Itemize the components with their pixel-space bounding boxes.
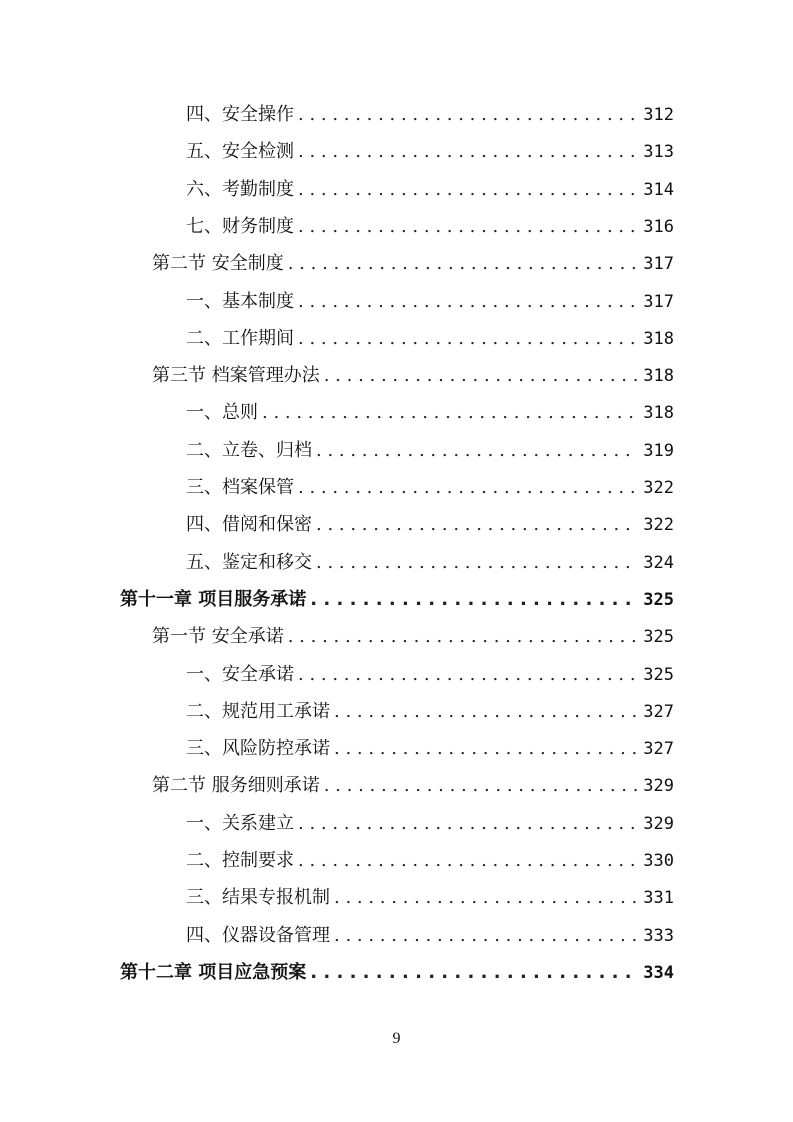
- toc-entry-title: 三、结果专报机制: [186, 887, 330, 909]
- toc-entry-item[interactable]: [186, 510, 674, 540]
- toc-entry-title: 第十一章 项目服务承诺: [120, 588, 307, 610]
- toc-dot-leader: [298, 100, 637, 130]
- toc-dot-leader: [298, 660, 637, 690]
- toc-dot-leader: [298, 137, 637, 167]
- toc-entry-item[interactable]: [186, 324, 674, 354]
- toc-entry-section[interactable]: [152, 361, 674, 391]
- toc-entry-page: 314: [643, 179, 674, 200]
- toc-entry-page: 322: [643, 478, 674, 498]
- toc-entry-page: 313: [643, 142, 674, 163]
- toc-entry-page: 330: [643, 851, 674, 871]
- toc-entry-title: 四、仪器设备管理: [186, 924, 330, 946]
- toc-entry-page: 333: [643, 925, 674, 946]
- toc-dot-leader: [316, 510, 637, 540]
- toc-entry-page: 327: [643, 739, 674, 760]
- toc-entry-title: 第一节 安全承诺: [152, 626, 284, 648]
- toc-entry-title: 一、安全承诺: [186, 663, 294, 685]
- toc-entry-item[interactable]: [186, 398, 674, 428]
- toc-entry-title: 三、风险防控承诺: [186, 738, 330, 760]
- toc-entry-item[interactable]: [186, 921, 674, 951]
- toc-entry-title: 一、关系建立: [186, 812, 294, 834]
- toc-entry-page: 316: [643, 216, 674, 237]
- toc-dot-leader: [262, 398, 637, 428]
- toc-entry-page: 312: [643, 105, 674, 125]
- toc-entry-title: 七、财务制度: [186, 215, 294, 237]
- toc-entry-title: 五、安全检测: [186, 141, 294, 163]
- toc-entry-title: 五、鉴定和移交: [186, 551, 312, 573]
- toc-entry-page: 334: [643, 962, 674, 983]
- toc-entry-item[interactable]: [186, 436, 674, 466]
- toc-entry-page: 317: [643, 254, 674, 275]
- toc-entry-title: 四、安全操作: [186, 104, 294, 125]
- toc-entry-section[interactable]: [152, 771, 674, 801]
- toc-entry-title: 二、立卷、归档: [186, 439, 312, 461]
- toc-entry-page: 331: [643, 888, 674, 909]
- toc-entry-title: 三、档案保管: [186, 477, 294, 498]
- toc-entry-page: 325: [643, 589, 674, 610]
- toc-entry-section[interactable]: [152, 249, 674, 279]
- toc-dot-leader: [316, 436, 637, 466]
- toc-dot-leader: [316, 548, 637, 578]
- toc-entry-item[interactable]: [186, 100, 674, 130]
- toc-entry-item[interactable]: [186, 212, 674, 242]
- toc-entry-item[interactable]: [186, 883, 674, 913]
- toc-entry-item[interactable]: [186, 697, 674, 727]
- toc-entry-page: 325: [643, 664, 674, 685]
- toc-entry-page: 318: [643, 328, 674, 349]
- toc-entry-page: 327: [643, 701, 674, 722]
- toc-dot-leader: [310, 585, 637, 615]
- toc-entry-title: 二、控制要求: [186, 850, 294, 871]
- toc-entry-title: 第三节 档案管理办法: [152, 365, 320, 387]
- toc-entry-title: 一、基本制度: [186, 290, 294, 312]
- toc-entry-title: 一、总则: [186, 402, 258, 424]
- toc-dot-leader: [288, 622, 638, 652]
- toc-dot-leader: [310, 958, 637, 988]
- toc-entry-page: 322: [643, 515, 674, 536]
- toc-entry-item[interactable]: [186, 809, 674, 839]
- toc-entry-item[interactable]: [186, 660, 674, 690]
- toc-entry-chapter[interactable]: [120, 585, 674, 615]
- toc-entry-chapter[interactable]: [120, 958, 674, 988]
- toc-entry-title: 四、借阅和保密: [186, 514, 312, 536]
- toc-dot-leader: [334, 883, 637, 913]
- toc-entry-page: 329: [643, 776, 674, 797]
- toc-dot-leader: [334, 734, 637, 764]
- toc-entry-page: 319: [643, 440, 674, 461]
- toc-dot-leader: [298, 809, 637, 839]
- toc-dot-leader: [298, 175, 637, 205]
- toc-dot-leader: [334, 921, 637, 951]
- toc-entry-item[interactable]: [186, 734, 674, 764]
- toc-entry-item[interactable]: [186, 846, 674, 876]
- toc-entry-title: 六、考勤制度: [186, 178, 294, 200]
- toc-entry-page: 317: [643, 291, 674, 312]
- toc-entry-title: 第二节 安全制度: [152, 253, 284, 275]
- toc-entry-page: 324: [643, 552, 674, 573]
- toc-entry-title: 第十二章 项目应急预案: [120, 961, 307, 983]
- toc-dot-leader: [298, 846, 637, 876]
- toc-entry-title: 二、工作期间: [186, 327, 294, 349]
- toc-entry-title: 第二节 服务细则承诺: [152, 775, 320, 797]
- page-number: 9: [392, 1030, 401, 1047]
- toc-dot-leader: [334, 697, 637, 727]
- toc-entry-page: 329: [643, 813, 674, 834]
- toc-entry-item[interactable]: [186, 137, 674, 167]
- toc-dot-leader: [298, 473, 637, 503]
- toc-entry-page: 318: [643, 403, 674, 424]
- toc-entry-item[interactable]: [186, 548, 674, 578]
- toc-entry-item[interactable]: [186, 175, 674, 205]
- toc-entry-title: 二、规范用工承诺: [186, 700, 330, 722]
- toc-dot-leader: [324, 361, 638, 391]
- toc-dot-leader: [298, 212, 637, 242]
- toc-entry-section[interactable]: [152, 622, 674, 652]
- toc-dot-leader: [298, 287, 637, 317]
- toc-entry-page: 325: [643, 627, 674, 648]
- toc-entry-page: 318: [643, 366, 674, 387]
- toc-entry-item[interactable]: [186, 287, 674, 317]
- toc-entry-item[interactable]: [186, 473, 674, 503]
- toc-dot-leader: [288, 249, 638, 279]
- toc-dot-leader: [298, 324, 637, 354]
- toc-dot-leader: [324, 771, 638, 801]
